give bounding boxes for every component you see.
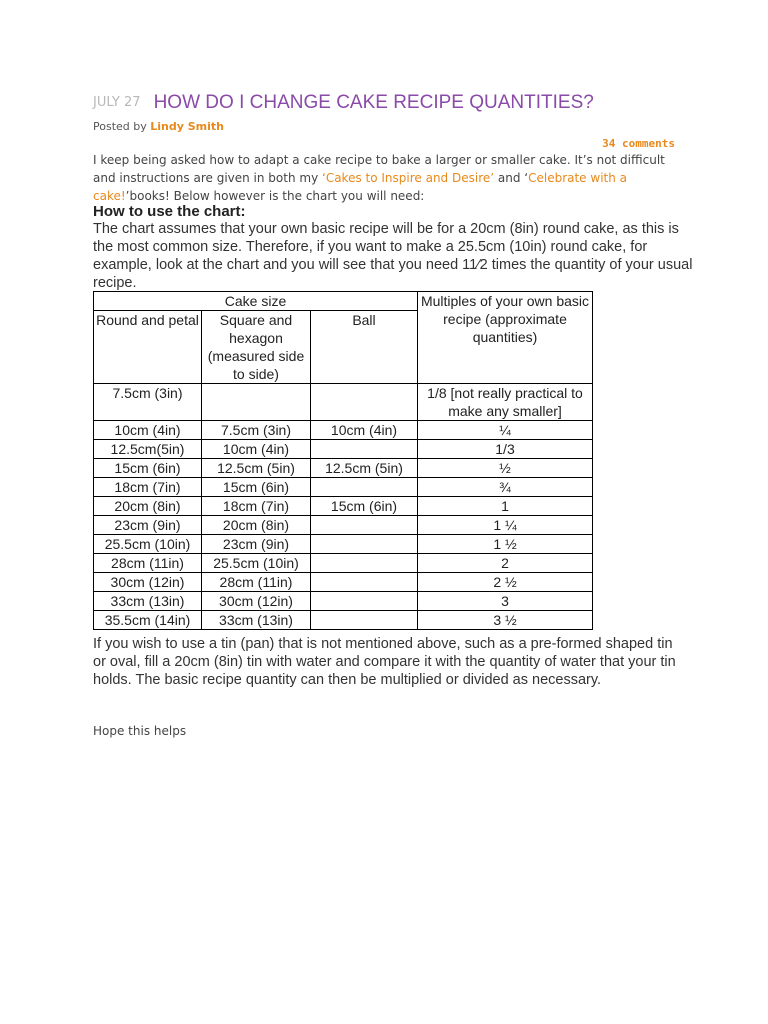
cell-square: 7.5cm (3in) xyxy=(202,421,311,440)
cake-size-header: Cake size xyxy=(94,292,418,311)
cell-round: 18cm (7in) xyxy=(94,478,202,497)
cell-multiple: 1 xyxy=(418,497,593,516)
posted-by-label: Posted by xyxy=(93,120,147,133)
cell-round: 28cm (11in) xyxy=(94,554,202,573)
table-head xyxy=(94,292,593,384)
cell-multiple: 2 ½ xyxy=(418,573,593,592)
table-row xyxy=(94,497,593,516)
cell-multiple: ¾ xyxy=(418,478,593,497)
cell-ball xyxy=(311,384,418,421)
cell-square: 12.5cm (5in) xyxy=(202,459,311,478)
cell-multiple: ½ xyxy=(418,459,593,478)
post-date: JULY 27 xyxy=(93,95,141,110)
cell-multiple: 1/8 [not really practical to make any smaller] xyxy=(418,384,593,421)
cell-square: 25.5cm (10in) xyxy=(202,554,311,573)
table-row xyxy=(94,554,593,573)
table-row xyxy=(94,440,593,459)
cell-ball xyxy=(311,535,418,554)
cell-ball xyxy=(311,611,418,630)
cell-ball xyxy=(311,516,418,535)
cell-multiple: ¼ xyxy=(418,421,593,440)
cell-ball xyxy=(311,592,418,611)
cell-round: 35.5cm (14in) xyxy=(94,611,202,630)
cell-round: 12.5cm(5in) xyxy=(94,440,202,459)
cell-ball xyxy=(311,554,418,573)
table-row xyxy=(94,516,593,535)
table-body xyxy=(94,384,593,630)
table-row xyxy=(94,592,593,611)
cell-square: 10cm (4in) xyxy=(202,440,311,459)
cell-round: 15cm (6in) xyxy=(94,459,202,478)
cell-round: 23cm (9in) xyxy=(94,516,202,535)
cell-square: 18cm (7in) xyxy=(202,497,311,516)
table-row xyxy=(94,573,593,592)
cell-square xyxy=(202,384,311,421)
cell-square: 28cm (11in) xyxy=(202,573,311,592)
cell-multiple: 1 ¼ xyxy=(418,516,593,535)
howto-text: The chart assumes that your own basic recipe will be for a 20cm (8in) round cake, as this is the most common size. Therefore, if you want to make a 25.5cm (10in) round cake, for example, look at the chart and you will see that you need 11⁄2 times the quantity of your usual recipe. xyxy=(93,221,693,291)
ball-header: Ball xyxy=(311,311,418,384)
cell-square: 33cm (13in) xyxy=(202,611,311,630)
cell-multiple: 1 ½ xyxy=(418,535,593,554)
table-row xyxy=(94,459,593,478)
intro-text-1: I keep being asked how to adapt a cake recipe to bake a larger or smaller cake. It’s not difficult and instructions are given in both my xyxy=(93,153,665,185)
cell-round: 33cm (13in) xyxy=(94,592,202,611)
intro-text-2: and ‘ xyxy=(494,171,529,185)
cell-multiple: 2 xyxy=(418,554,593,573)
square-header: Square and hexagon (measured side to side) xyxy=(202,311,311,384)
cell-square: 20cm (8in) xyxy=(202,516,311,535)
signoff-text: Hope this helps xyxy=(93,724,187,738)
table-row xyxy=(94,535,593,554)
table-row xyxy=(94,478,593,497)
cell-multiple: 1/3 xyxy=(418,440,593,459)
cell-ball: 12.5cm (5in) xyxy=(311,459,418,478)
multiples-header: Multiples of your own basic recipe (approximate quantities) xyxy=(418,292,593,384)
cell-round: 10cm (4in) xyxy=(94,421,202,440)
cell-ball xyxy=(311,440,418,459)
table-row xyxy=(94,421,593,440)
comments-link[interactable]: 34 comments xyxy=(602,137,675,150)
cell-square: 30cm (12in) xyxy=(202,592,311,611)
cell-round: 7.5cm (3in) xyxy=(94,384,202,421)
cell-multiple: 3 ½ xyxy=(418,611,593,630)
cell-ball xyxy=(311,478,418,497)
cell-round: 30cm (12in) xyxy=(94,573,202,592)
table-row xyxy=(94,384,593,421)
post-header xyxy=(93,92,594,114)
round-header: Round and petal xyxy=(94,311,202,384)
tin-instructions: If you wish to use a tin (pan) that is not mentioned above, such as a pre-formed shaped tin or oval, fill a 20cm (8in) tin with water and compare it with the quantity of water that your tin holds. The basic recipe quantity can then be multiplied or divided as necessary. xyxy=(93,636,676,688)
table-header-row-1 xyxy=(94,292,593,311)
cell-round: 25.5cm (10in) xyxy=(94,535,202,554)
cell-round: 20cm (8in) xyxy=(94,497,202,516)
cell-square: 15cm (6in) xyxy=(202,478,311,497)
cell-square: 23cm (9in) xyxy=(202,535,311,554)
cell-ball: 10cm (4in) xyxy=(311,421,418,440)
cell-ball xyxy=(311,573,418,592)
cell-multiple: 3 xyxy=(418,592,593,611)
book-link-celebrate[interactable]: Celebrate with a cake! xyxy=(93,171,628,203)
cake-size-table xyxy=(93,291,593,630)
cell-ball: 15cm (6in) xyxy=(311,497,418,516)
post-title[interactable]: HOW DO I CHANGE CAKE RECIPE QUANTITIES? xyxy=(153,92,594,113)
author-link[interactable]: Lindy Smith xyxy=(150,120,224,133)
byline xyxy=(93,120,224,133)
intro-text-3: ’books! Below however is the chart you will need: xyxy=(125,189,425,203)
book-link-cakes-to-inspire[interactable]: ‘Cakes to Inspire and Desire’ xyxy=(322,171,495,185)
howto-heading: How to use the chart: xyxy=(93,203,246,220)
intro-paragraph xyxy=(93,151,683,205)
table-row xyxy=(94,611,593,630)
